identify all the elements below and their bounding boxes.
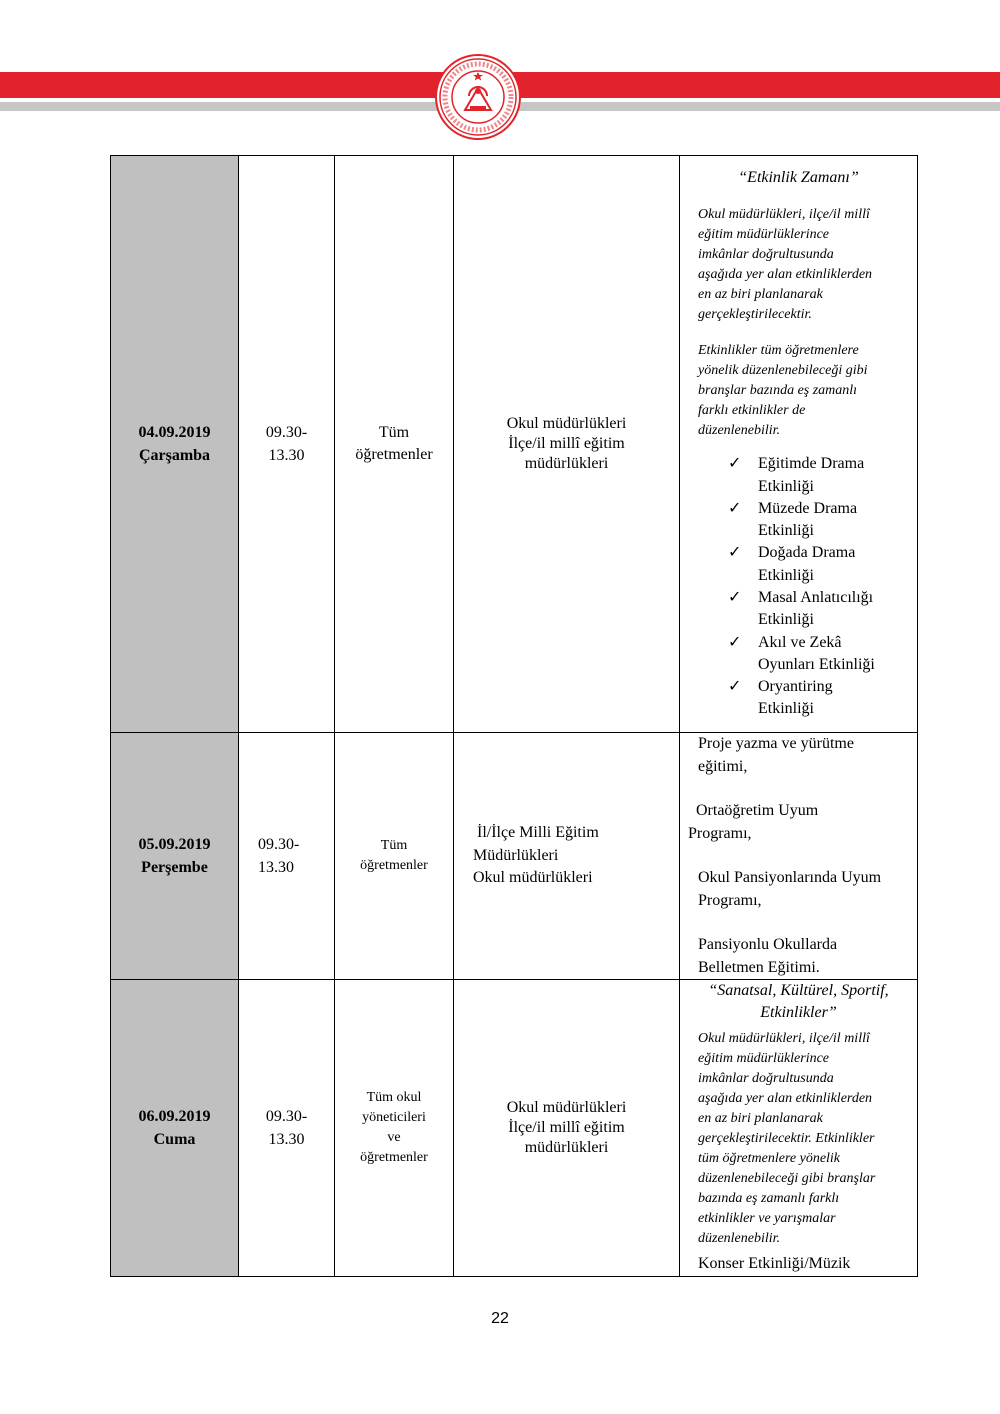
text-line: Pansiyonlu Okullarda [698,936,838,953]
target-line: yöneticileri [362,1109,426,1125]
text-line: farklı etkinlikler de [698,403,806,419]
table-row [111,733,918,980]
item-line: Oryantiring [758,678,833,696]
check-icon: ✓ [728,544,742,562]
activity-title: “Etkinlik Zamanı” [738,169,859,187]
item-line: Etkinliği [758,477,814,495]
target-line: öğretmenler [360,1149,428,1165]
date-text: 06.09.2019 [138,1107,211,1125]
program-item [680,800,917,845]
date-text: 04.09.2019 [138,424,211,441]
organizer-cell [454,156,680,733]
text-line: imkânlar doğrultusunda [698,247,834,263]
target-audience-cell [335,156,454,733]
text-line: en az biri planlanarak [698,1111,823,1126]
time-start: 09.30- [265,424,308,441]
day-text: Çarşamba [138,447,211,464]
text-line: eğitim müdürlüklerince [698,1051,830,1066]
activity-item: Konser Etkinliği/Müzik [698,1255,851,1272]
text-line: düzenlenebilir. [698,423,781,439]
text-line: en az biri planlanarak [698,287,823,303]
text-line: branşlar bazında eş zamanlı [698,383,858,399]
activity-title [680,980,917,1024]
list-item [728,453,917,498]
target-line: Tüm [380,838,408,853]
program-item [680,867,917,912]
list-item [728,587,917,632]
text-line: imkânlar doğrultusunda [698,1071,834,1086]
text-line: gerçekleştirilecektir. [698,307,812,323]
check-icon: ✓ [728,633,742,651]
activity-cell [680,733,918,980]
target-audience-cell [335,980,454,1277]
item-line: Etkinliği [758,522,814,540]
text-line: eğitimi, [698,757,748,775]
text-line: Etkinlikler tüm öğretmenlere [698,343,859,359]
text-line: düzenlenebilir. [698,1231,781,1246]
item-line: Etkinliği [758,611,814,629]
time-cell [239,980,335,1277]
item-line: Masal Anlatıcılığı [758,589,874,606]
activity-note [680,341,917,441]
target-line: ve [387,1129,401,1145]
organizer-line: Müdürlükleri [473,846,559,864]
table-row [111,156,918,733]
text-line: Belletmen Eğitimi. [698,958,820,976]
time-end: 13.30 [268,1130,305,1148]
target-line: öğretmenler [355,446,433,463]
date-cell [111,980,239,1277]
schedule-table [110,155,918,1277]
date-text: 05.09.2019 [138,836,211,853]
activity-intro [680,205,917,325]
item-line: Müzede Drama [758,499,858,517]
day-text: Cuma [153,1130,196,1148]
item-line: Akıl ve Zekâ [758,633,842,651]
organizer-line: İlçe/il millî eğitim [508,435,625,452]
text-line: Okul müdürlükleri, ilçe/il millî [698,1031,870,1046]
time-cell [239,733,335,980]
check-icon: ✓ [728,678,742,696]
organizer-line: Okul müdürlükleri [473,869,593,887]
page-number: 22 [491,1310,509,1327]
day-text: Perşembe [141,859,208,876]
target-line: Tüm okul [366,1089,422,1105]
text-line: Programı, [698,891,762,909]
text-line: etkinlikler ve yarışmalar [698,1211,836,1226]
text-line: gerçekleştirilecektir. Etkinlikler [698,1131,875,1146]
date-cell [111,156,239,733]
list-item [728,632,917,677]
organizer-line: Okul müdürlükleri [506,1098,627,1116]
time-cell [239,156,335,733]
item-line: Doğada Drama [758,544,856,562]
text-line: Ortaöğretim Uyum [696,802,819,819]
program-item [680,733,917,778]
list-item [728,542,917,587]
text-line: tüm öğretmenlere yönelik [698,1151,841,1166]
time-start: 09.30- [258,836,300,853]
time-end: 13.30 [268,447,305,464]
activity-cell [680,980,918,1277]
table-row [111,980,918,1277]
date-cell [111,733,239,980]
organizer-line: İlçe/il millî eğitim [508,1118,625,1136]
text-line: Programı, [688,824,752,842]
text-line: Proje yazma ve yürütme [698,735,854,752]
item-line: Eğitimde Drama [758,455,865,473]
item-line: Etkinliği [758,566,814,584]
organizer-cell [454,733,680,980]
text-line: Okul müdürlükleri, ilçe/il millî [698,207,870,223]
time-end: 13.30 [258,859,294,876]
organizer-line: müdürlükleri [524,1138,609,1156]
activity-cell [680,156,918,733]
text-line: bazında eş zamanlı farklı [698,1191,840,1206]
text-line: yönelik düzenlenebileceği gibi [698,363,868,379]
activity-intro [680,1029,917,1249]
text-line: aşağıda yer alan etkinliklerden [698,1091,873,1106]
text-line: aşağıda yer alan etkinliklerden [698,267,873,283]
organizer-line: müdürlükleri [524,455,609,472]
text-line: “Sanatsal, Kültürel, Sportif, [708,982,889,999]
organizer-cell [454,980,680,1277]
item-line: Etkinliği [758,700,814,718]
target-line: öğretmenler [360,858,428,873]
activity-list [680,453,917,721]
organizer-line: İl/İlçe Milli Eğitim [477,824,599,842]
check-icon: ✓ [728,455,742,473]
item-line: Oyunları Etkinliği [758,655,875,673]
organizer-line: Okul müdürlükleri [506,415,627,432]
text-line: düzenlenebileceği gibi branşlar [698,1171,876,1186]
program-item [680,934,917,979]
list-item [728,498,917,543]
target-audience-cell [335,733,454,980]
check-icon: ✓ [728,589,742,606]
check-icon: ✓ [728,499,742,517]
text-line: eğitim müdürlüklerince [698,227,830,243]
text-line: Etkinlikler” [760,1004,837,1021]
list-item [728,676,917,721]
text-line: Okul Pansiyonlarında Uyum [698,869,882,886]
ministry-seal-logo [435,54,521,140]
target-line: Tüm [378,424,410,441]
time-start: 09.30- [265,1107,308,1125]
